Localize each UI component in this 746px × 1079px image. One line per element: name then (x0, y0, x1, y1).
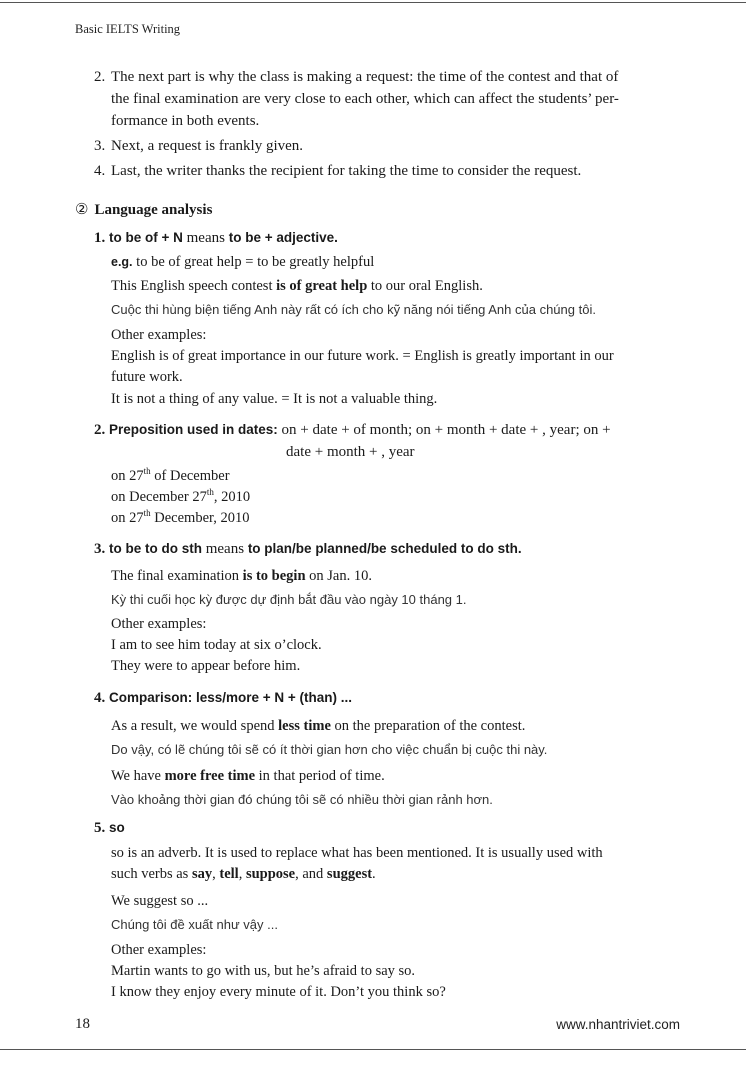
section-title: Language analysis (94, 202, 213, 218)
entry-1-title: 1. to be of + N means to be + adjective. (94, 230, 338, 246)
entry-5-other-1: Martin wants to go with us, but he’s afraid to say so. (111, 963, 416, 979)
entry-5-translation: Chúng tôi đề xuất như vậy ... (111, 917, 278, 932)
entry-1-translation: Cuộc thi hùng biện tiếng Anh này rất có ích cho kỹ năng nói tiếng Anh của chúng tôi. (111, 302, 596, 317)
top-rule (0, 2, 746, 3)
intro-item-3 (0, 135, 746, 157)
entry-1-other-label: Other examples: (111, 327, 207, 343)
entry-1-other-3: It is not a thing of any value. = It is not a valuable thing. (111, 391, 438, 407)
entry-5-para-1: so is an adverb. It is used to replace what has been mentioned. It is usually used with (111, 845, 603, 861)
entry-4-translation-a: Do vậy, có lẽ chúng tôi sẽ có ít thời gian hơn cho việc chuẩn bị cuộc thi này. (111, 742, 548, 757)
entry-5-other-2: I know they enjoy every minute of it. Don’t you think so? (111, 984, 446, 1000)
entry-5-title: 5. so (94, 820, 125, 836)
entry-1-other-2: future work. (111, 369, 183, 385)
item-line: The next part is why the class is making a request: the time of the contest and that of (111, 69, 619, 85)
entry-4-title: 4. Comparison: less/more + N + (than) ... (94, 690, 353, 706)
entry-3-other-1: I am to see him today at six o’clock. (111, 637, 322, 653)
intro-item-2 (0, 66, 746, 132)
item-line: Last, the writer thanks the recipient for taking the time to consider the request. (111, 163, 582, 179)
entry-3-title: 3. to be to do sth means to plan/be planned/be scheduled to do sth. (94, 541, 522, 557)
entry-2-title: 2. Preposition used in dates: on + date + of month; on + month + date + , year; on + (94, 422, 611, 438)
entry-4-translation-b: Vào khoảng thời gian đó chúng tôi sẽ có nhiều thời gian rảnh hơn. (111, 792, 493, 807)
entry-3-other-label: Other examples: (111, 616, 207, 632)
entry-5-other-label: Other examples: (111, 942, 207, 958)
entry-4-example-a: As a result, we would spend less time on the preparation of the contest. (111, 718, 526, 734)
item-number: 3. (94, 138, 106, 154)
entry-1-eg: e.g. to be of great help = to be greatly helpful (111, 254, 375, 270)
intro-list (0, 66, 746, 182)
entry-1-example: This English speech contest is of great help to our oral English. (111, 278, 483, 294)
entry-2-date-3: on 27th December, 2010 (111, 508, 250, 526)
entry-3-other-2: They were to appear before him. (111, 658, 301, 674)
entry-1-other-1: English is of great importance in our future work. = English is greatly important in our (111, 348, 614, 364)
entry-2-date-1: on 27th of December (111, 466, 230, 484)
item-line: the final examination are very close to each other, which can affect the students’ per- (111, 91, 619, 107)
bottom-rule (0, 1049, 746, 1050)
circled-number-icon: ② (75, 202, 89, 218)
intro-item-4 (0, 160, 746, 182)
entry-3-example: The final examination is to begin on Jan. 10. (111, 568, 372, 584)
publisher-url: www.nhantriviet.com (556, 1017, 680, 1032)
entry-2-date-2: on December 27th, 2010 (111, 487, 251, 505)
entry-4-example-b: We have more free time in that period of time. (111, 768, 385, 784)
item-line: Next, a request is frankly given. (111, 138, 304, 154)
item-line: formance in both events. (111, 113, 260, 129)
page-number: 18 (75, 1016, 90, 1032)
running-title: Basic IELTS Writing (75, 22, 181, 36)
item-number: 2. (94, 69, 106, 85)
entry-3-translation: Kỳ thi cuối học kỳ được dự định bắt đầu vào ngày 10 tháng 1. (111, 592, 467, 607)
entry-2-title-cont: date + month + , year (286, 444, 415, 460)
item-number: 4. (94, 163, 106, 179)
entry-5-example: We suggest so ... (111, 893, 209, 909)
entry-5-para-2: such verbs as say, tell, suppose, and suggest. (111, 866, 376, 882)
section-heading (75, 200, 212, 219)
